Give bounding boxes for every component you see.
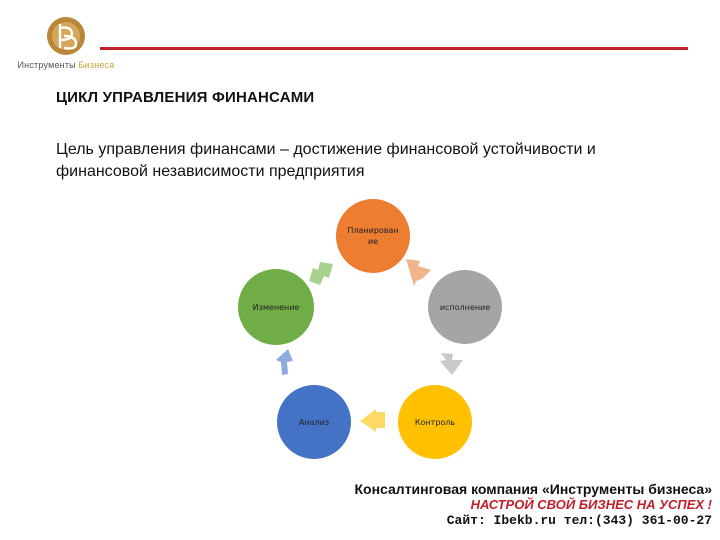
arrow-planning-to-execution	[406, 259, 431, 286]
node-control-label: Контроль	[414, 418, 456, 427]
node-change-label: Изменение	[252, 303, 300, 312]
arrow-analysis-to-change	[276, 349, 293, 375]
node-execution-label: исполнение	[439, 303, 491, 312]
cycle-arrow	[440, 353, 463, 375]
cycle-arrow	[309, 262, 333, 285]
footer-contacts	[355, 481, 713, 529]
node-planning-circle	[336, 199, 410, 273]
arrow-execution-to-control	[440, 353, 463, 375]
node-planning-label-1: Планирован	[347, 226, 399, 235]
node-planning-label-2: ие	[367, 237, 379, 246]
company-name: Консалтинговая компания «Инструменты бизнеса»	[354, 481, 712, 497]
goal-line-2: финансовой независимости предприятия	[56, 163, 365, 180]
arrow-change-to-planning	[309, 262, 333, 285]
cycle-arrow	[276, 349, 293, 375]
cycle-arrow	[406, 259, 431, 286]
node-analysis-label: Анализ	[298, 418, 330, 427]
contact-info: Сайт: Ibekb.ru тел:(343) 361-00-27	[446, 513, 712, 528]
logo-word-1: Инструменты	[17, 60, 76, 70]
goal-line-1: Цель управления финансами – достижение финансовой устойчивости и	[56, 141, 596, 158]
slogan: НАСТРОЙ СВОЙ БИЗНЕС НА УСПЕХ !	[470, 497, 712, 512]
slide-title: ЦИКЛ УПРАВЛЕНИЯ ФИНАНСАМИ	[56, 89, 315, 106]
cycle-arrow	[360, 409, 385, 432]
arrow-control-to-analysis	[360, 409, 385, 432]
logo-word-2: Бизнеса	[78, 60, 115, 70]
